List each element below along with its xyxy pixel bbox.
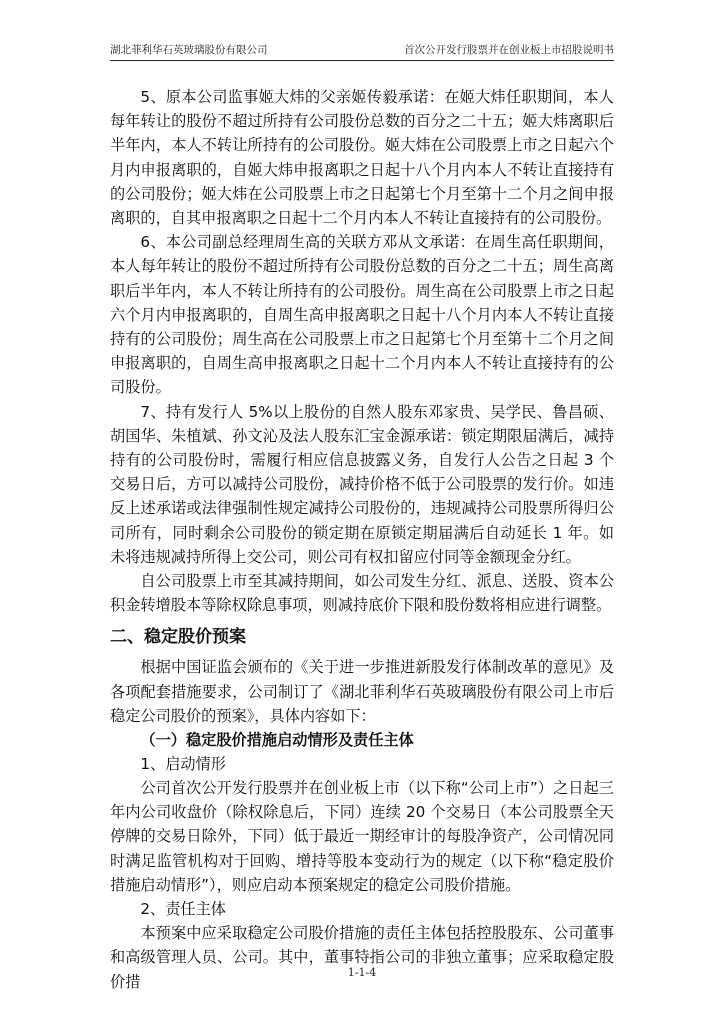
- page-header: [110, 42, 614, 58]
- section-intro: 根据中国证监会颁布的《关于进一步推进新股发行体制改革的意见》及各项配套措施要求，公司制订了《湖北菲利华石英玻璃股份有限公司上市后稳定公司股价的预案》，具体内容如下：: [110, 658, 614, 725]
- header-company-name: 湖北菲利华石英玻璃股份有限公司: [110, 44, 268, 56]
- item-heading-trigger: 1、启动情形: [140, 755, 226, 774]
- section-heading: 二、稳定股价预案: [110, 627, 246, 648]
- item-text-trigger: 公司首次公开发行股票并在创业板上市（以下称“公司上市”）之日起三年内公司收盘价（除权除息后，下同）连续 20 个交易日（本公司股票全天停牌的交易日除外，下同）低于最近一期经审计的每股净资产，公司情况同时满足监管机构对于回购、增持等股本变动行为的规定（以下称“稳定股价措施启动情形”），则应启动本预案规定的稳定公司股价措施。: [110, 779, 614, 894]
- paragraph-commitment-7: 7、持有发行人 5%以上股份的自然人股东邓家贵、吴学民、鲁昌硕、胡国华、朱植斌、孙文沁及法人股东汇宝金源承诺：锁定期限届满后，减持持有的公司股份时，需履行相应信息披露义务，自发行人公告之日起 3 个交易日后，方可以减持公司股份，减持价格不低于公司股票的发行价。如违反上述承诺或法律强制性规定减持公司股份的，违规减持公司股票所得归公司所有，同时剩余公司股份的锁定期在原锁定期届满后自动延长 1 年。如未将违规减持所得上交公司，则公司有权扣留应付同等金额现金分红。: [110, 402, 614, 566]
- paragraph-adjustment: 自公司股票上市至其减持期间，如公司发生分红、派息、送股、资本公积金转增股本等除权除息事项，则减持底价下限和股份数将相应进行调整。: [110, 572, 614, 615]
- paragraph-commitment-6: 6、本公司副总经理周生高的关联方邓从文承诺：在周生高任职期间，本人每年转让的股份不超过所持有公司股份总数的百分之二十五；周生高离职后半年内，本人不转让所持有的公司股份。周生高在公司股票上市之日起六个月内申报离职的，自周生高申报离职之日起十八个月内本人不转让直接持有的公司股份；周生高在公司股票上市之日起第七个月至第十二个月之间申报离职的，自周生高申报离职之日起十二个月内本人不转让直接持有的公司股份。: [110, 233, 614, 397]
- header-divider: [110, 60, 614, 61]
- paragraph-commitment-5: 5、原本公司监事姬大炜的父亲姬传毅承诺：在姬大炜任职期间，本人每年转让的股份不超过所持有公司股份总数的百分之二十五；姬大炜离职后半年内，本人不转让所持有的公司股份。姬大炜在公司股票上市之日起六个月内申报离职的，自姬大炜申报离职之日起十八个月内本人不转让直接持有的公司股份；姬大炜在公司股票上市之日起第七个月至第十二个月之间申报离职的，自其申报离职之日起十二个月内本人不转让直接持有的公司股份。: [110, 88, 614, 228]
- item-heading-responsible: 2、责任主体: [140, 900, 226, 919]
- item-text-responsible: 本预案中应采取稳定公司股价措施的责任主体包括控股股东、公司董事和高级管理人员、公司。其中，董事特指公司的非独立董事；应采取稳定股价措: [110, 924, 614, 991]
- subsection-heading: （一）稳定股价措施启动情形及责任主体: [140, 731, 414, 750]
- document-body: [110, 85, 614, 994]
- header-document-title: 首次公开发行股票并在创业板上市招股说明书: [404, 44, 614, 56]
- page-number: 1-1-4: [347, 966, 377, 979]
